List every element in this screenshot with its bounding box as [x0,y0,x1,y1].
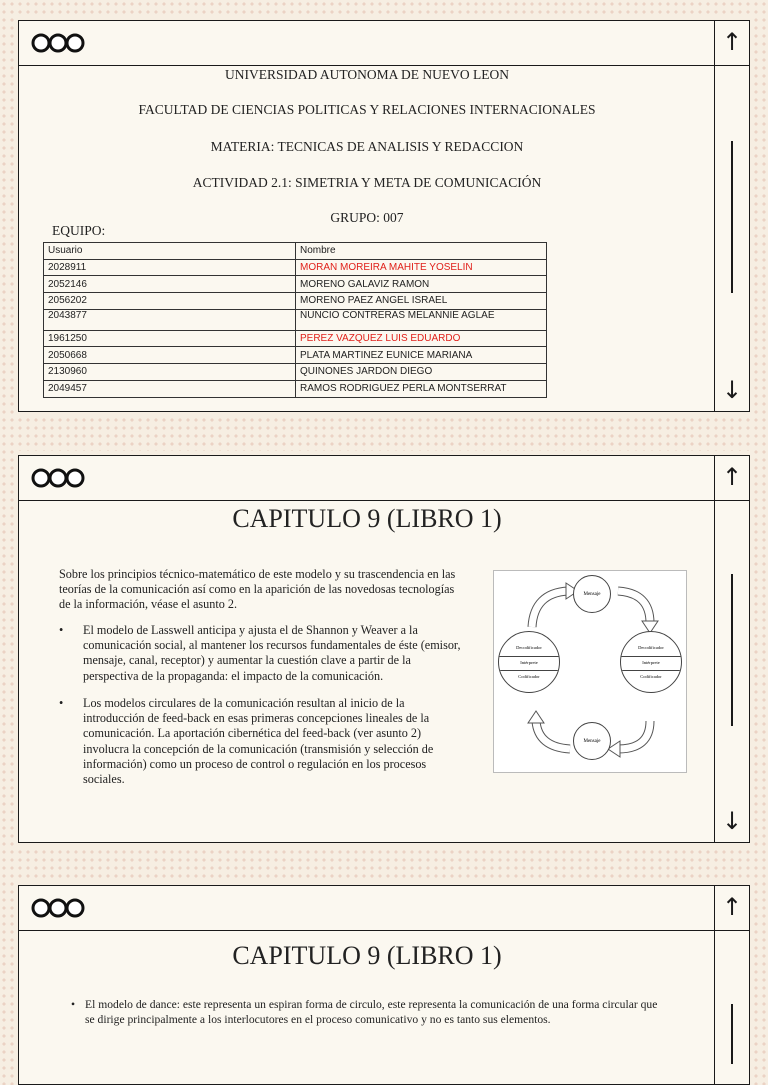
scroll-sidebar [714,456,749,842]
table-row [44,330,547,347]
table-row [44,380,547,397]
scrollbar-track[interactable] [731,574,733,726]
table-cell-nombre: PEREZ VAZQUEZ LUIS EDUARDO [296,330,547,347]
window-topbar [19,886,749,931]
bullet-text: Los modelos circulares de la comunicación resultan al inicio de la introducción de feed-back en esas primeras concepciones lineales de la comunicación. La aportación cibernética del feed-back (ver asunto 2) involucra la concepción de la comunicación (transmisión y selección de información) como un proceso de control o regulación en los procesos sociales. [83,696,434,787]
scrollbar-track[interactable] [731,1004,733,1064]
scroll-sidebar [714,21,749,411]
table-header-usuario: Usuario [44,243,296,260]
scroll-down-arrow-icon[interactable]: ↓ [721,376,743,404]
scroll-up-arrow-icon[interactable]: ↑ [721,463,743,491]
table-row [44,347,547,364]
table-row [44,259,547,276]
window-topbar [19,21,749,66]
window-topbar [19,456,749,501]
window-dots-icon [31,898,87,918]
cycle-node-bottom [573,722,611,760]
table-cell-usuario: 2052146 [44,276,296,293]
table-cell-nombre: NUNCIO CONTRERAS MELANNIE AGLAE [296,309,547,330]
node-label: Decodificador [638,645,664,650]
node-divider [621,656,681,657]
bullet-dot-icon: • [59,696,64,710]
cycle-node-left [498,631,560,693]
table-cell-nombre: RAMOS RODRIGUEZ PERLA MONTSERRAT [296,380,547,397]
window-dots-icon [31,33,87,53]
node-label: Codificador [518,674,540,679]
table-cell-nombre: MORAN MOREIRA MAHITE YOSELIN [296,259,547,276]
slide-2 [18,455,750,843]
bullet-dot-icon: • [71,998,76,1011]
node-divider [499,670,559,671]
university-name: UNIVERSIDAD AUTONOMA DE NUEVO LEON [225,67,509,82]
node-divider [621,670,681,671]
activity-line: ACTIVIDAD 2.1: SIMETRIA Y META DE COMUNICACIÓN [192,175,542,190]
bullet-item [59,696,465,787]
node-divider [499,656,559,657]
node-label: Codificador [640,674,662,679]
cycle-node-top [573,575,611,613]
slide-title: CAPITULO 9 (LIBRO 1) [232,941,502,970]
table-cell-usuario: 2130960 [44,364,296,381]
table-header-nombre: Nombre [296,243,547,260]
table-header-row [44,243,547,260]
subject-line: MATERIA: TECNICAS DE ANALISIS Y REDACCION [210,139,524,154]
table-cell-usuario: 2056202 [44,293,296,310]
faculty-name: FACULTAD DE CIENCIAS POLITICAS Y RELACIONES INTERNACIONALES [138,102,596,117]
scroll-sidebar [714,886,749,1084]
team-label: EQUIPO: [52,223,106,238]
table-cell-nombre: MORENO PAEZ ANGEL ISRAEL [296,293,547,310]
intro-paragraph: Sobre los principios técnico-matemático de este modelo y su trascendencia en las teorías de la comunicación así como en la aparición de las novedosas tecnologías de la información, véase el asunto 2. [59,567,456,612]
scroll-up-arrow-icon[interactable]: ↑ [721,893,743,921]
group-line: GRUPO: 007 [330,210,404,225]
table-cell-usuario: 2028911 [44,259,296,276]
bullet-dot-icon: • [59,623,64,637]
node-label: Intérprete [520,660,538,665]
table-cell-nombre: QUINONES JARDON DIEGO [296,364,547,381]
node-label: Mensaje [583,591,601,597]
scroll-up-arrow-icon[interactable]: ↑ [721,28,743,56]
table-row [44,309,547,330]
slide-title: CAPITULO 9 (LIBRO 1) [232,504,502,533]
slide-3 [18,885,750,1085]
table-cell-usuario: 2049457 [44,380,296,397]
node-label: Intérprete [642,660,660,665]
table-cell-nombre: MORENO GALAVIZ RAMON [296,276,547,293]
table-row [44,293,547,310]
bullet-item [71,997,665,1027]
table-cell-nombre: PLATA MARTINEZ EUNICE MARIANA [296,347,547,364]
table-cell-usuario: 2050668 [44,347,296,364]
cycle-node-right [620,631,682,693]
table-cell-usuario: 1961250 [44,330,296,347]
node-label: Mensaje [583,738,601,744]
communication-cycle-diagram [493,570,687,773]
team-table [43,242,547,398]
scrollbar-track[interactable] [731,141,733,293]
bullet-text: El modelo de dance: este representa un espiran forma de circulo, este representa la comunicación de una forma circular que se dirige principalmente a los interlocutores en el proceso comunicativo y no es tanto sus elementos. [85,998,658,1026]
bullet-item [59,623,465,684]
table-row [44,364,547,381]
slide-1 [18,20,750,412]
table-row [44,276,547,293]
node-label: Decodificador [516,645,542,650]
bullet-text: El modelo de Lasswell anticipa y ajusta el de Shannon y Weaver a la comunicación social, al mantener los recursos fundamentales de éste (emisor, mensaje, canal, receptor) y aumentar la cuestión clave a partir de la perspectiva de la propaganda: el impacto de la comunicación. [83,623,461,683]
scroll-down-arrow-icon[interactable]: ↓ [721,807,743,835]
table-cell-usuario: 2043877 [44,309,296,330]
window-dots-icon [31,468,87,488]
